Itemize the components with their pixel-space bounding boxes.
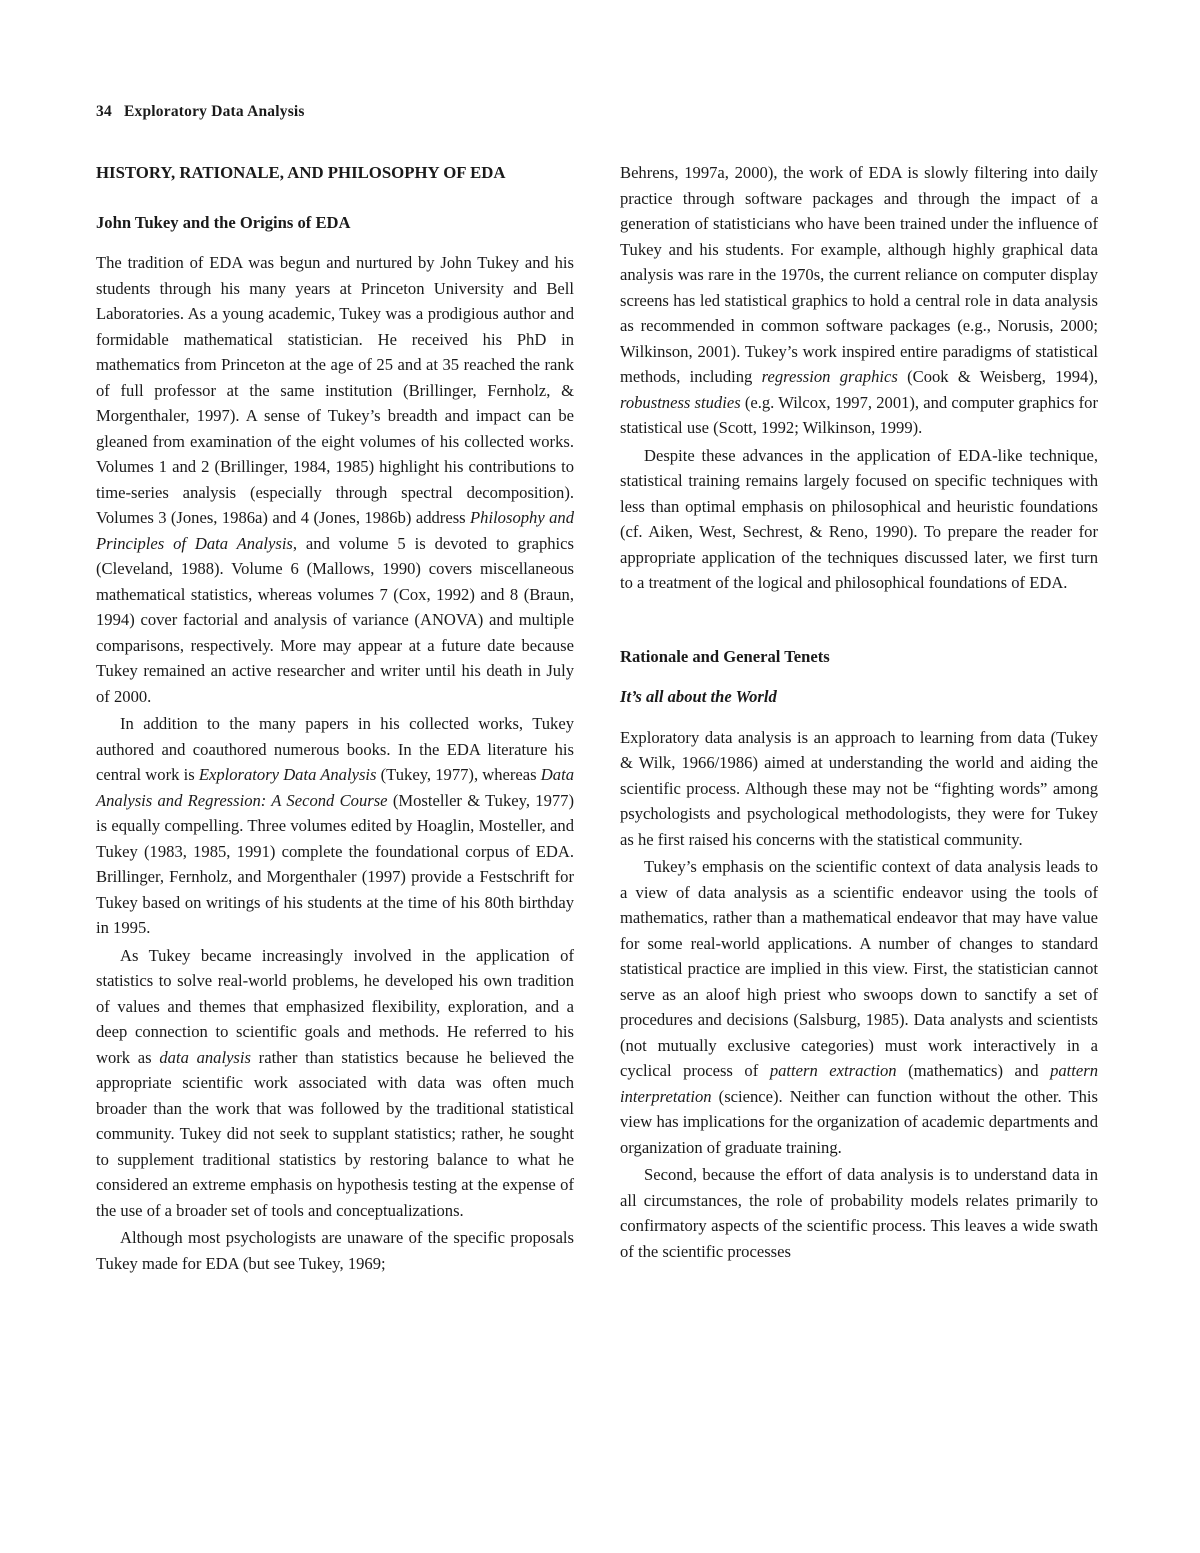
paragraph: Tukey’s emphasis on the scientific context of data analysis leads to a view of data analysis as a scientific endeavor using the tools of mathematics, rather than a mathematical endeavor that may have value for some real-world applications. A number of changes to standard statistical practice are implied in this view. First, the statistician cannot serve as an aloof high priest who swoops down to sanctify a set of procedures and decisions (Salsburg, 1985). Data analysts and scientists (not mutually exclusive categories) must work interactively in a cyclical process of pattern extraction (mathematics) and pattern interpretation (science). Neither can function without the other. This view has implications for the organization of academic departments and organization of graduate training. bbox=[620, 857, 1098, 1157]
paragraph: Exploratory data analysis is an approach to learning from data (Tukey & Wilk, 1966/1986) aimed at understanding the world and aiding the scientific process. Although these may not be “fighting words” among psychologists and psychological methodologists, they were for Tukey as he first raised his concerns with the statistical community. bbox=[620, 727, 1098, 849]
paragraph: Although most psychologists are unaware of the specific proposals Tukey made for EDA (but see Tukey, 1969; bbox=[96, 1228, 574, 1273]
paragraph: The tradition of EDA was begun and nurtured by John Tukey and his students through his many years at Princeton University and Bell Laboratories. As a young academic, Tukey was a prodigious author and formidable mathematical statistician. He received his PhD in mathematics from Princeton at the age of 25 and at 35 reached the rank of full professor at the same institution (Brillinger, Fernholz, & Morgenthaler, 1997). A sense of Tukey’s breadth and impact can be gleaned from examination of the eight volumes of his collected works. Volumes 1 and 2 (Brillinger, 1984, 1985) highlight his contributions to time-series analysis (especially through spectral decomposition). Volumes 3 (Jones, 1986a) and 4 (Jones, 1986b) address Philosophy and Principles of Data Analysis, and volume 5 is devoted to graphics (Cleveland, 1988). Volume 6 (Mallows, 1990) covers miscellaneous mathematical statistics, whereas volumes 7 (Cox, 1992) and 8 (Braun, 1994) cover factorial and analysis of variance (ANOVA) and multiple comparisons, respectively. More may appear at a future date because Tukey remained an active researcher and writer until his death in July of 2000. bbox=[96, 253, 575, 706]
section-heading: HISTORY, RATIONALE, AND PHILOSOPHY OF EDA bbox=[96, 163, 506, 182]
right-column bbox=[620, 160, 1098, 1264]
subsubsection-heading-world: It’s all about the World bbox=[620, 687, 777, 706]
paragraph: As Tukey became increasingly involved in the application of statistics to solve real-world problems, he developed his own tradition of values and themes that emphasized flexibility, exploration, and a deep connection to scientific goals and methods. He referred to his work as data analysis rather than statistics because he believed the appropriate scientific work associated with data was often much broader than the work that was followed by the traditional statistical community. Tukey did not seek to supplant statistics; rather, he sought to supplement traditional statistics by restoring balance to what he considered an extreme emphasis on hypothesis testing at the expense of the use of a broader set of tools and conceptualizations. bbox=[96, 945, 574, 1220]
page-number: 34 bbox=[96, 103, 112, 120]
paragraph: In addition to the many papers in his collected works, Tukey authored and coauthored numerous books. In the EDA literature his central work is Exploratory Data Analysis (Tukey, 1977), whereas Data Analysis and Regression: A Second Course (Mosteller & Tukey, 1977) is equally compelling. Three volumes edited by Hoaglin, Mosteller, and Tukey (1983, 1985, 1991) complete the foundational corpus of EDA. Brillinger, Fernholz, and Morgenthaler (1997) provide a Festschrift for Tukey based on writings of his students at the time of his 80th birthday in 1995. bbox=[96, 714, 574, 937]
subsection-heading-origins: John Tukey and the Origins of EDA bbox=[96, 212, 351, 232]
paragraph: Despite these advances in the application of EDA-like technique, statistical training remains largely focused on specific techniques with less than optimal emphasis on philosophical and heuristic foundations (cf. Aiken, West, Sechrest, & Reno, 1990). To prepare the reader for appropriate application of the techniques discussed later, we first turn to a treatment of the logical and philosophical foundations of EDA. bbox=[620, 445, 1098, 592]
subsection-heading-rationale: Rationale and General Tenets bbox=[620, 646, 830, 666]
running-head bbox=[96, 103, 305, 121]
running-title: Exploratory Data Analysis bbox=[123, 103, 305, 120]
paragraph: Behrens, 1997a, 2000), the work of EDA is slowly filtering into daily practice through software packages and through the impact of a generation of statisticians who have been trained under the influence of Tukey and his students. For example, although highly graphical data analysis was rare in the 1970s, the current reliance on computer display screens has led statistical graphics to hold a central role in data analysis as recommended in common software packages (e.g., Norusis, 2000; Wilkinson, 2001). Tukey’s work inspired entire paradigms of statistical methods, including regression graphics (Cook & Weisberg, 1994), robustness studies (e.g. Wilcox, 1997, 2001), and computer graphics for statistical use (Scott, 1992; Wilkinson, 1999). bbox=[620, 163, 1099, 437]
paragraph: Second, because the effort of data analysis is to understand data in all circumstances, the role of probability models relates primarily to confirmatory aspects of the scientific process. This leaves a wide swath of the scientific processes bbox=[620, 1165, 1098, 1261]
left-column bbox=[96, 160, 574, 1276]
